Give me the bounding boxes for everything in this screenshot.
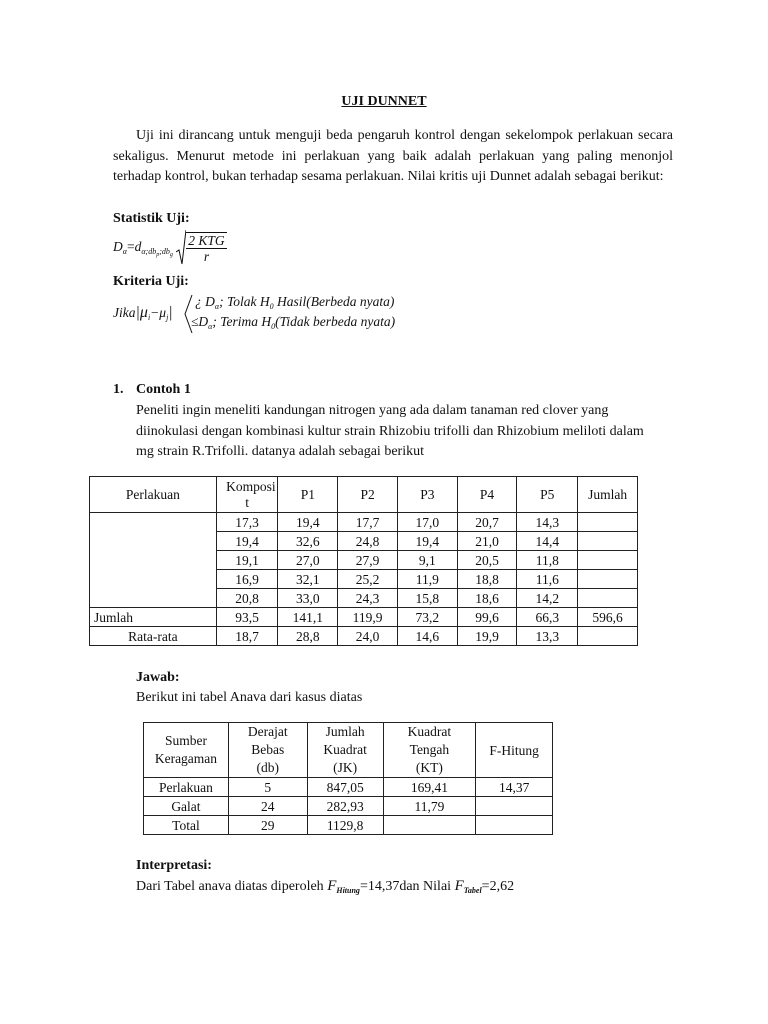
table-cell: 14,4 — [517, 532, 578, 551]
header-cell: Perlakuan — [90, 477, 217, 513]
table-cell — [578, 513, 638, 532]
table-cell — [578, 627, 638, 646]
table-cell: 1129,8 — [307, 816, 383, 835]
jawab-heading: Jawab: — [136, 670, 180, 685]
intro-paragraph: Uji ini dirancang untuk menguji beda pengaruh kontrol dengan sekelompok perlakuan secara sekaligus. Menurut metode ini perlakuan yang baik adalah perlakuan yang paling menonjol terhadap kontrol, bukan terhadap sesama perlakuan. Nilai kritis uji Dunnet adalah sebagai berikut: — [113, 128, 673, 184]
table-cell: 33,0 — [278, 589, 338, 608]
table-cell: 20,5 — [457, 551, 517, 570]
example-number: 1. — [113, 382, 124, 397]
table-cell: 18,6 — [457, 589, 517, 608]
header-cell: Jumlah — [578, 477, 638, 513]
table-header-row — [144, 723, 553, 778]
table-cell: 847,05 — [307, 778, 383, 797]
page-title: UJI DUNNET — [341, 94, 427, 109]
table-cell: 24,3 — [338, 589, 398, 608]
table-cell: 14,37 — [476, 778, 553, 797]
table-cell: 11,9 — [397, 570, 457, 589]
table-cell: 24 — [228, 797, 307, 816]
header-cell: P4 — [457, 477, 517, 513]
sqrt-symbol — [176, 230, 226, 266]
kriteria-heading: Kriteria Uji: — [113, 274, 189, 289]
table-cell: 21,0 — [457, 532, 517, 551]
table-cell: 32,1 — [278, 570, 338, 589]
table-cell — [578, 551, 638, 570]
radical-icon — [176, 230, 186, 266]
table-cell: 18,8 — [457, 570, 517, 589]
table-cell: Perlakuan — [144, 778, 229, 797]
table-cell: 18,7 — [216, 627, 278, 646]
table-cell: 27,9 — [338, 551, 398, 570]
header-cell: Derajat Bebas (db) — [228, 723, 307, 778]
criteria-lhs: $Jika|\mu_i-\mu_j|$ — [113, 304, 173, 322]
example-text: Peneliti ingin meneliti kandungan nitrogen yang ada dalam tanaman red clover yang diinokulasi dengan kombinasi kultur strain Rhizobiu trifolli dan Rhizobium meliloti dalam mg strain R.Trifolli. datanya adalah sebagai berikut — [136, 403, 644, 459]
table-cell: 93,5 — [216, 608, 278, 627]
table-cell: 29 — [228, 816, 307, 835]
table-cell: 119,9 — [338, 608, 398, 627]
header-cell: Komposi t — [216, 477, 278, 513]
table-cell: Galat — [144, 797, 229, 816]
table-cell: 14,3 — [517, 513, 578, 532]
table-cell: Jumlah — [90, 608, 217, 627]
table-cell: 11,79 — [383, 797, 476, 816]
table-cell: 11,8 — [517, 551, 578, 570]
table-cell: 19,4 — [278, 513, 338, 532]
table-cell: 13,3 — [517, 627, 578, 646]
table-row — [90, 513, 638, 532]
table-cell: 27,0 — [278, 551, 338, 570]
table-cell: 141,1 — [278, 608, 338, 627]
table-cell: 596,6 — [578, 608, 638, 627]
statistik-heading: Statistik Uji: — [113, 211, 190, 226]
table-cell: 99,6 — [457, 608, 517, 627]
table-cell: 19,4 — [397, 532, 457, 551]
table-cell — [383, 816, 476, 835]
table-header-row — [90, 477, 638, 513]
table-cell: 5 — [228, 778, 307, 797]
table-cell: 28,8 — [278, 627, 338, 646]
table-cell: 66,3 — [517, 608, 578, 627]
table-cell: 25,2 — [338, 570, 398, 589]
interpretasi-text: Dari Tabel anava diatas diperoleh $F_{Hitung}=14,37dan$ Nilai $F_{Tabel}=2,62$ — [136, 878, 515, 895]
table-cell: Rata-rata — [90, 627, 217, 646]
table-cell — [476, 816, 553, 835]
table-cell: 169,41 — [383, 778, 476, 797]
table-cell: 14,2 — [517, 589, 578, 608]
header-cell: Sumber Keragaman — [144, 723, 229, 778]
table-cell: 19,1 — [216, 551, 278, 570]
header-cell: P2 — [338, 477, 398, 513]
table-cell: 19,9 — [457, 627, 517, 646]
table-row — [144, 797, 553, 816]
table-cell — [476, 797, 553, 816]
jawab-text: Berikut ini tabel Anava dari kasus diatas — [136, 690, 363, 705]
table-row — [144, 778, 553, 797]
header-cell: F-Hitung — [476, 723, 553, 778]
table-cell: 24,8 — [338, 532, 398, 551]
criteria-line-reject: ¿ $D_\alpha$; Tolak $H_0$ Hasil(Berbeda nyata) — [195, 294, 395, 311]
table-cell: 282,93 — [307, 797, 383, 816]
header-cell: Jumlah Kuadrat (JK) — [307, 723, 383, 778]
table-cell: 9,1 — [397, 551, 457, 570]
table-cell: 17,3 — [216, 513, 278, 532]
table-cell: 17,7 — [338, 513, 398, 532]
table-cell: 20,7 — [457, 513, 517, 532]
header-cell: P3 — [397, 477, 457, 513]
header-cell: P1 — [278, 477, 338, 513]
dunnet-formula: $D_\alpha=d_{\alpha;dbp;dbg}$ $\frac{\text{2 KTG}}{r}$ — [113, 230, 227, 266]
table-cell: 14,6 — [397, 627, 457, 646]
table-cell — [578, 570, 638, 589]
table-cell: Total — [144, 816, 229, 835]
table-cell: 24,0 — [338, 627, 398, 646]
table-row — [90, 608, 638, 627]
perlakuan-cell — [90, 513, 217, 608]
table-cell: 20,8 — [216, 589, 278, 608]
interpretasi-heading: Interpretasi: — [136, 858, 212, 873]
criteria-line-accept: $\le D_\alpha$; Terima $H_0(Tidak$ berbeda nyata) — [191, 314, 396, 331]
table-cell: 11,6 — [517, 570, 578, 589]
data-table — [89, 476, 638, 646]
sqrt-fraction: $\frac{\text{2 KTG}}{r}$ — [188, 233, 225, 264]
table-cell: 73,2 — [397, 608, 457, 627]
anova-table — [143, 722, 553, 835]
header-cell: Kuadrat Tengah (KT) — [383, 723, 476, 778]
header-cell: P5 — [517, 477, 578, 513]
table-cell: 16,9 — [216, 570, 278, 589]
table-row — [90, 627, 638, 646]
table-cell: 32,6 — [278, 532, 338, 551]
table-cell — [578, 589, 638, 608]
example-heading: Contoh 1 — [136, 382, 191, 397]
table-cell: 15,8 — [397, 589, 457, 608]
table-cell: 17,0 — [397, 513, 457, 532]
table-cell — [578, 532, 638, 551]
table-row — [144, 816, 553, 835]
table-cell: 19,4 — [216, 532, 278, 551]
